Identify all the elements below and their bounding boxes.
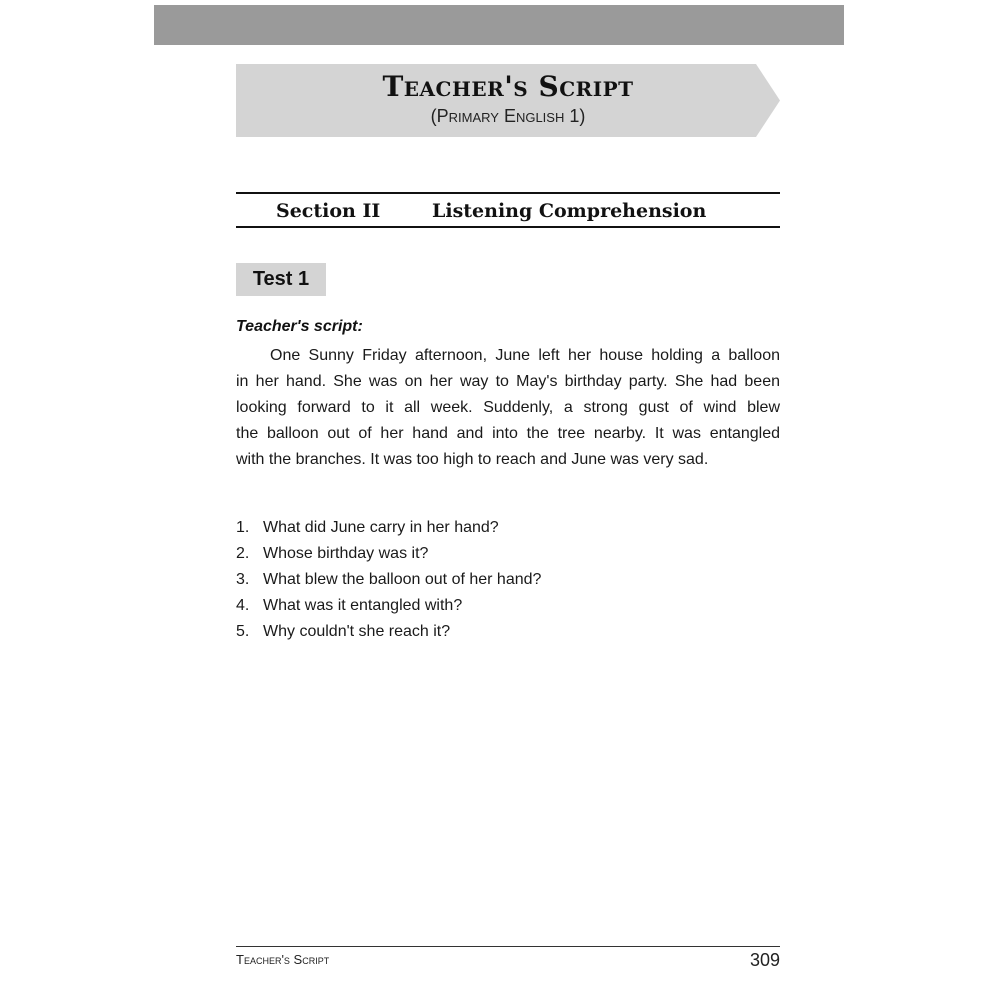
footer-rule <box>236 946 780 947</box>
question-item <box>236 593 780 619</box>
question-item <box>236 619 780 645</box>
question-text: Why couldn't she reach it? <box>263 623 451 640</box>
question-item <box>236 567 780 593</box>
question-list <box>236 515 780 645</box>
passage-line: the balloon out of her hand and into the tree nearby. It was entangled <box>236 425 780 442</box>
question-text: Whose birthday was it? <box>263 545 429 562</box>
passage-line: looking forward to it all week. Suddenly, a strong gust of wind blew <box>236 399 780 416</box>
section-header <box>236 192 780 228</box>
question-text: What blew the balloon out of her hand? <box>263 571 542 588</box>
page-subtitle: (Primary English 1) <box>430 106 586 126</box>
question-number: 3. <box>236 571 250 588</box>
section-name: Listening Comprehension <box>432 200 707 222</box>
question-number: 5. <box>236 623 250 640</box>
passage-line: with the branches. It was too high to reach and June was very sad. <box>236 451 709 468</box>
page-title: Teacher's Script <box>382 70 634 103</box>
question-number: 4. <box>236 597 250 614</box>
test-label: Test 1 <box>236 263 326 296</box>
title-banner <box>236 64 780 137</box>
running-title: Teacher's Script <box>236 952 330 967</box>
script-passage <box>236 343 780 473</box>
passage-line: in her hand. She was on her way to May's birthday party. She had been <box>236 373 780 390</box>
question-number: 1. <box>236 519 250 536</box>
passage-line: One Sunny Friday afternoon, June left her house holding a balloon <box>270 347 780 364</box>
section-number: Section II <box>276 200 381 222</box>
question-item <box>236 515 780 541</box>
script-heading: Teacher's script: <box>236 318 363 335</box>
question-number: 2. <box>236 545 250 562</box>
question-text: What did June carry in her hand? <box>263 519 499 536</box>
page-number: 309 <box>749 950 780 970</box>
question-text: What was it entangled with? <box>263 597 463 614</box>
top-gray-bar <box>154 5 844 45</box>
question-item <box>236 541 780 567</box>
